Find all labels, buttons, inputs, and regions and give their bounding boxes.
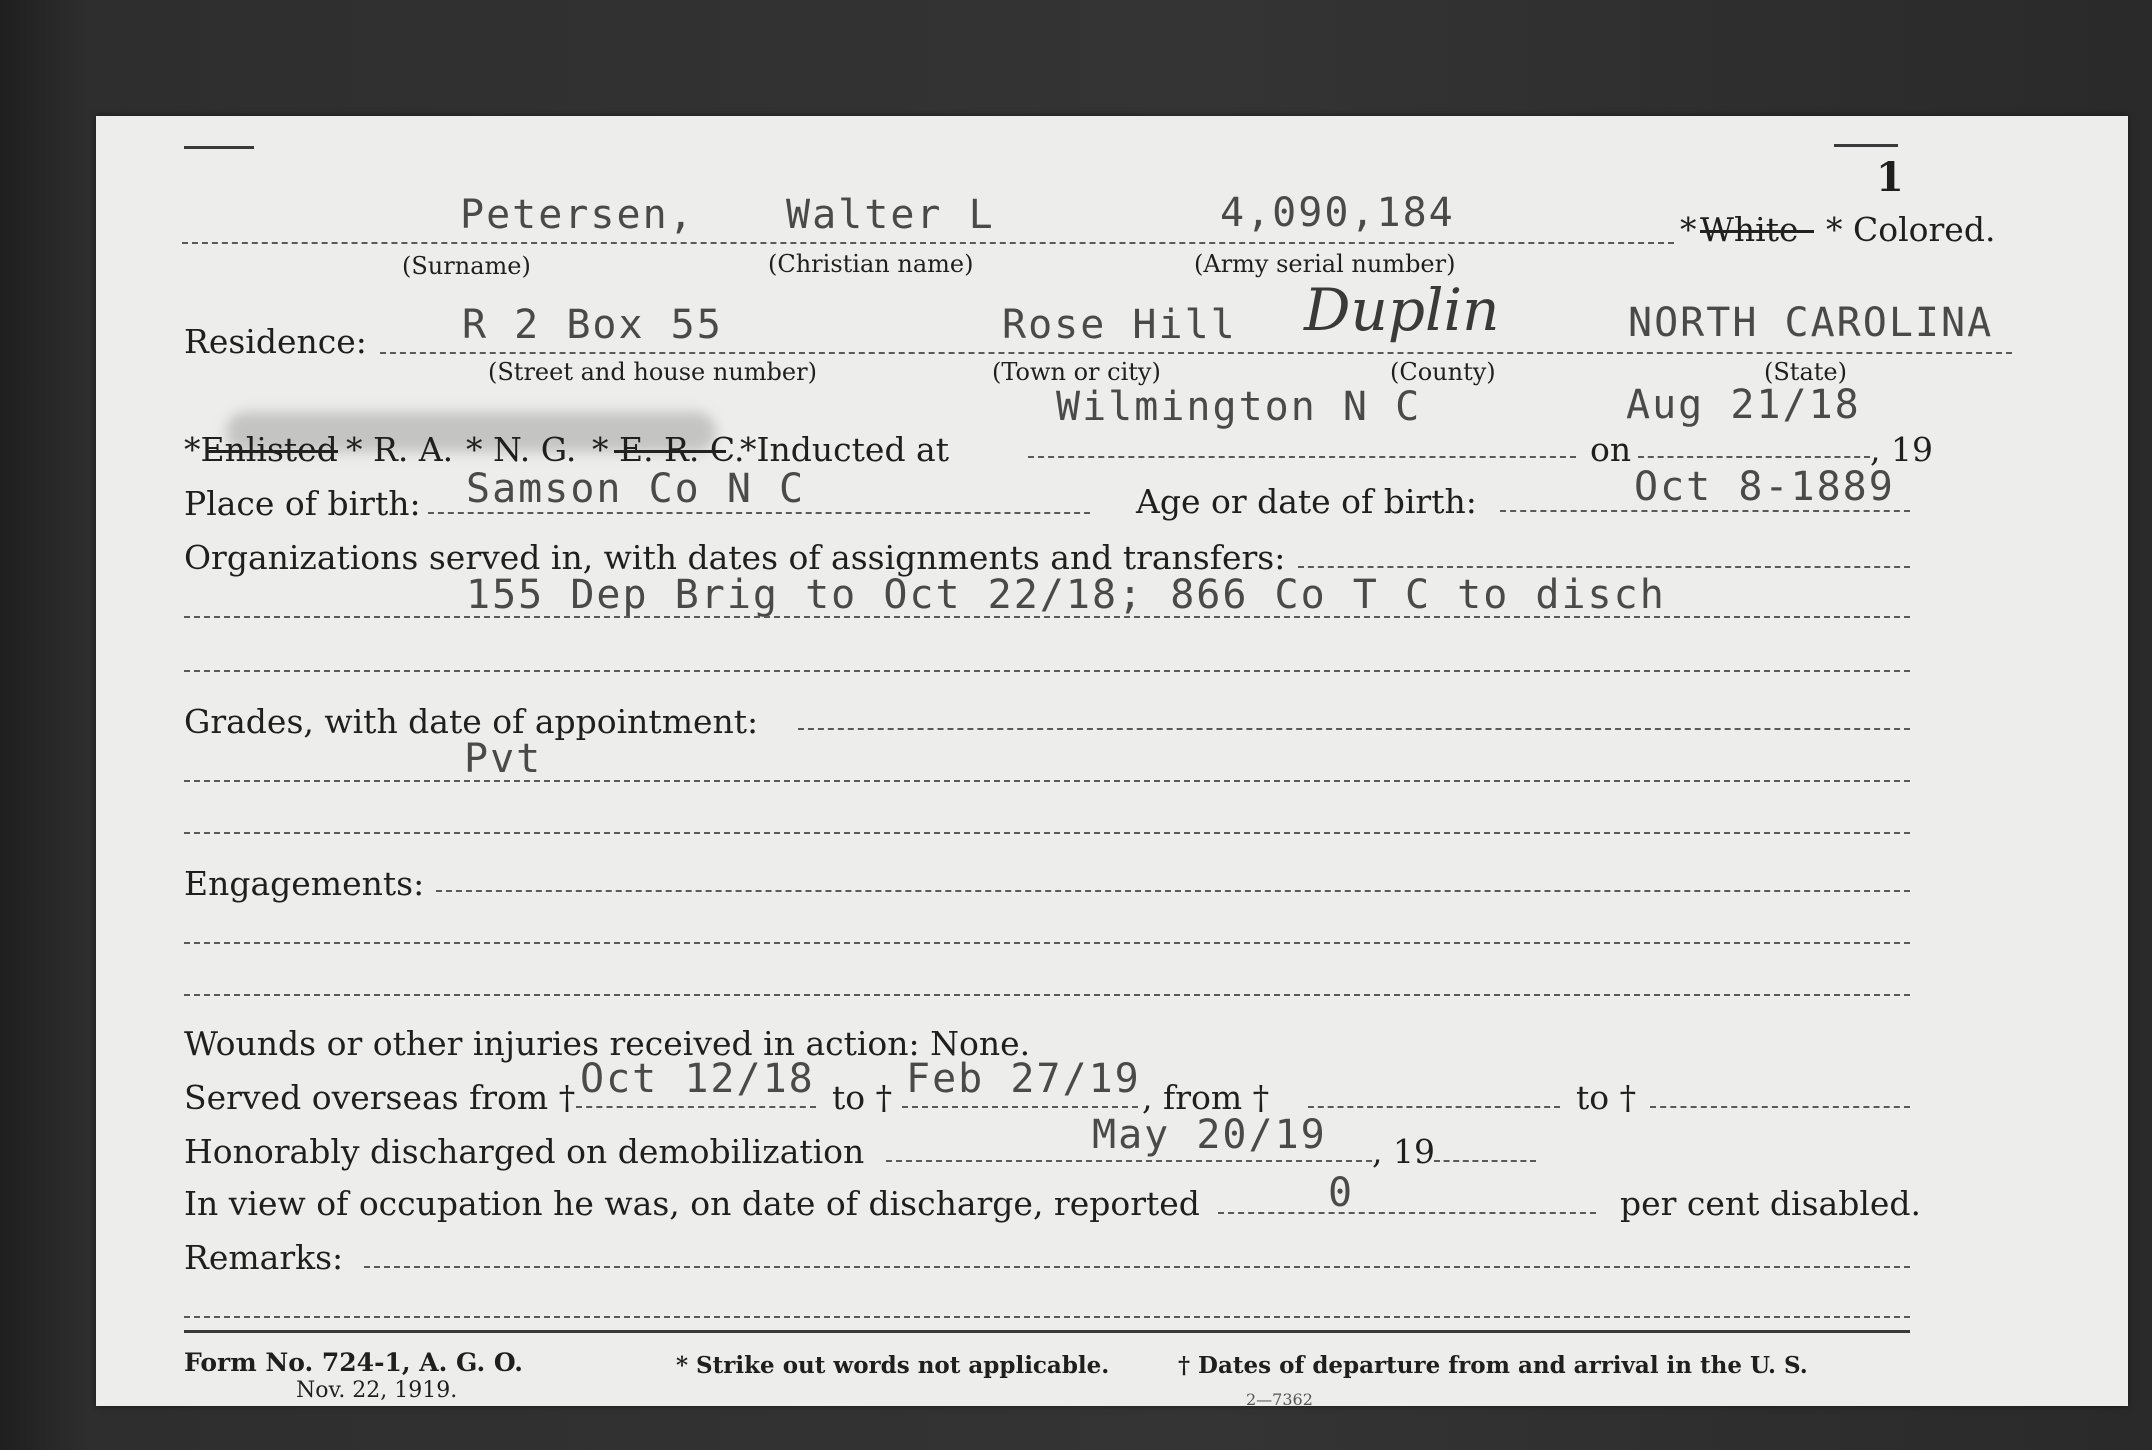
overseas-from-value: Oct 12/18 — [580, 1056, 815, 1102]
page-number: 1 — [1876, 154, 1904, 201]
place-of-birth-line — [428, 512, 1090, 514]
strike-note: * Strike out words not applicable. — [676, 1352, 1110, 1379]
organizations-line-1 — [1298, 566, 1910, 568]
christian-name-value: Walter L — [786, 192, 995, 238]
town-value: Rose Hill — [1002, 302, 1237, 348]
dates-note: † Dates of departure from and arrival in the U. S. — [1178, 1352, 1808, 1379]
inducted-at-value: Wilmington N C — [1056, 384, 1422, 430]
overseas-to-2-line — [1650, 1106, 1910, 1108]
overseas-from-2-line — [1308, 1106, 1560, 1108]
place-of-birth-value: Samson Co N C — [466, 466, 806, 512]
overseas-to-2-label: to † — [1576, 1078, 1637, 1117]
corner-rule-left — [184, 146, 254, 149]
street-value: R 2 Box 55 — [462, 302, 723, 348]
ng-option: * N. G. — [466, 430, 577, 469]
erc-option: * E. R. C. — [592, 430, 745, 469]
ra-option: * R. A. — [346, 430, 454, 469]
on-label: on — [1590, 430, 1632, 469]
wounds-label: Wounds or other injuries received in action: None. — [184, 1024, 1031, 1063]
state-caption: (State) — [1764, 358, 1847, 386]
engagements-line-2 — [184, 942, 1910, 944]
remarks-line-2 — [184, 1316, 1910, 1318]
grades-line-2 — [184, 780, 1910, 782]
corner-rule-right — [1834, 144, 1898, 147]
serial-number-value: 4,090,184 — [1220, 190, 1455, 236]
inducted-on-line — [1638, 456, 1870, 458]
disabled-percent-line — [1218, 1212, 1596, 1214]
inducted-label: *Inducted at — [740, 430, 949, 469]
residence-line — [380, 352, 2012, 354]
place-of-birth-label: Place of birth: — [184, 484, 421, 523]
year-prefix: , 19 — [1870, 430, 1933, 469]
surname-caption: (Surname) — [402, 252, 531, 280]
draft-card — [96, 116, 2128, 1409]
name-line — [182, 242, 1674, 244]
grades-label: Grades, with date of appointment: — [184, 702, 759, 741]
discharge-date-line — [886, 1160, 1372, 1162]
organizations-label: Organizations served in, with dates of assignments and transfers: — [184, 538, 1286, 577]
christian-name-caption: (Christian name) — [768, 250, 974, 278]
discharge-date-value: May 20/19 — [1092, 1112, 1327, 1158]
overseas-to-label: to † — [832, 1078, 893, 1117]
erc-strikethrough — [614, 450, 726, 453]
print-code: 2—7362 — [1246, 1390, 1313, 1409]
street-caption: (Street and house number) — [488, 358, 817, 386]
remarks-line-1 — [364, 1266, 1910, 1268]
race-white-strikethrough — [1700, 230, 1814, 233]
residence-label: Residence: — [184, 322, 367, 361]
date-of-birth-value: Oct 8-1889 — [1634, 464, 1895, 510]
footer-rule — [184, 1330, 1910, 1333]
county-value: Duplin — [1304, 276, 1500, 344]
inducted-at-line — [1028, 456, 1576, 458]
inducted-on-value: Aug 21/18 — [1626, 382, 1861, 428]
race-asterisk: * — [1680, 210, 1697, 249]
grades-line-1 — [798, 728, 1910, 730]
grades-value: Pvt — [464, 736, 543, 782]
organizations-value: 155 Dep Brig to Oct 22/18; 866 Co T C to disch — [466, 572, 1666, 618]
organizations-line-3 — [184, 670, 1910, 672]
overseas-from-line — [576, 1106, 816, 1108]
engagements-line-3 — [184, 994, 1910, 996]
disabled-percent-value: 0 — [1328, 1170, 1355, 1216]
occupation-label: In view of occupation he was, on date of discharge, reported — [184, 1184, 1200, 1223]
discharged-label: Honorably discharged on demobilization — [184, 1132, 865, 1171]
enlisted-strikethrough — [208, 450, 338, 453]
age-label: Age or date of birth: — [1136, 482, 1477, 521]
town-caption: (Town or city) — [992, 358, 1161, 386]
engagements-line-1 — [436, 890, 1910, 892]
discharge-year-prefix: , 19 — [1372, 1132, 1435, 1171]
race-white-struck: White — [1700, 210, 1799, 249]
county-caption: (County) — [1390, 358, 1496, 386]
overseas-to-line — [902, 1106, 1138, 1108]
discharge-year-line — [1434, 1160, 1536, 1162]
overseas-from-2-label: , from † — [1142, 1078, 1270, 1117]
form-date: Nov. 22, 1919. — [296, 1378, 458, 1403]
grades-line-3 — [184, 832, 1910, 834]
engagements-label: Engagements: — [184, 864, 425, 903]
serial-caption: (Army serial number) — [1194, 250, 1456, 278]
race-colored: * Colored. — [1826, 210, 1996, 249]
overseas-to-value: Feb 27/19 — [906, 1056, 1141, 1102]
surname-value: Petersen, — [460, 192, 695, 238]
state-value: NORTH CAROLINA — [1628, 300, 1994, 346]
date-of-birth-line — [1500, 510, 1910, 512]
served-overseas-label: Served overseas from † — [184, 1078, 576, 1117]
organizations-line-2 — [184, 616, 1910, 618]
form-number: Form No. 724-1, A. G. O. — [184, 1348, 523, 1377]
remarks-label: Remarks: — [184, 1238, 344, 1277]
enlisted-option: *Enlisted — [184, 430, 338, 469]
per-cent-label: per cent disabled. — [1620, 1184, 1922, 1223]
